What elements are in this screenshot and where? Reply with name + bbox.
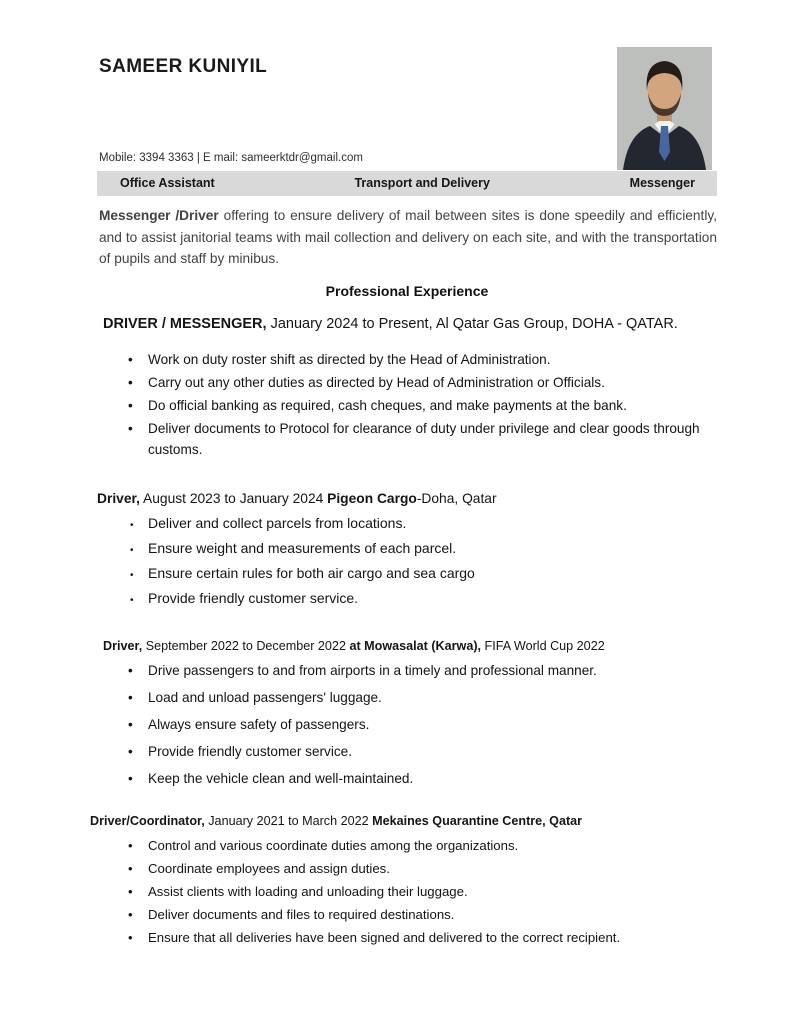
bullet-item: • Carry out any other duties as directed by Head of Administration or Officials.	[127, 372, 717, 393]
bullet-item: • Control and various coordinate duties among the organizations.	[127, 836, 717, 856]
skill-office-assistant: Office Assistant	[120, 176, 215, 190]
job-dates: September 2022 to December 2022	[142, 638, 350, 653]
job-entry-mekaines-quarantine-centre	[90, 813, 717, 948]
bullet-item: • Keep the vehicle clean and well-maintained.	[127, 769, 717, 789]
bullet-item: • Coordinate employees and assign duties.	[127, 859, 717, 879]
bullet-item: • Do official banking as required, cash cheques, and make payments at the bank.	[127, 395, 717, 416]
job-event: FIFA World Cup 2022	[481, 638, 605, 653]
job-heading	[97, 491, 717, 506]
job-company: at Mowasalat (Karwa),	[349, 638, 482, 653]
bullet-item: • Load and unload passengers' luggage.	[127, 688, 717, 708]
summary-lead: Messenger /Driver	[99, 208, 219, 223]
bullet-item: • Deliver and collect parcels from locations.	[127, 513, 717, 534]
skill-transport-and-delivery: Transport and Delivery	[354, 176, 490, 190]
skills-bar	[97, 171, 717, 196]
job-title: Driver,	[97, 490, 140, 506]
bullet-item: • Ensure weight and measurements of each parcel.	[127, 538, 717, 559]
portrait-illustration	[617, 47, 712, 170]
job-bullet-list	[97, 661, 717, 789]
bullet-item: • Provide friendly customer service.	[127, 588, 717, 609]
job-entry-pigeon-cargo	[97, 491, 717, 609]
job-heading	[97, 316, 717, 332]
bullet-item: • Deliver documents and files to required destinations.	[127, 905, 717, 925]
job-bullet-list	[97, 836, 717, 948]
job-title: Driver,	[103, 638, 143, 653]
contact-line: Mobile: 3394 3363 | E mail: sameerktdr@gmail.com	[99, 152, 363, 164]
bullet-item: • Work on duty roster shift as directed by the Head of Administration.	[127, 349, 717, 370]
job-dates: January 2021 to March 2022	[204, 813, 373, 828]
bullet-item: • Ensure that all deliveries have been signed and delivered to the correct recipient.	[127, 928, 717, 948]
summary-rest: offering to ensure delivery of mail between sites is done speedily and efficiently, and to assist janitorial teams with mail collection and delivery on each site, and with the transportation of pupils and staff by minibus.	[99, 208, 717, 266]
job-location: -Doha, Qatar	[416, 490, 497, 506]
job-dates: August 2023 to January 2024	[139, 490, 328, 506]
job-bullet-list	[97, 349, 717, 460]
job-title: DRIVER / MESSENGER,	[103, 315, 267, 332]
bullet-item: • Ensure certain rules for both air cargo and sea cargo	[127, 563, 717, 584]
job-company: Mekaines Quarantine Centre, Qatar	[372, 813, 583, 828]
skill-messenger: Messenger	[629, 176, 695, 190]
job-title: Driver/Coordinator,	[90, 813, 205, 828]
bullet-item: • Drive passengers to and from airports in a timely and professional manner.	[127, 661, 717, 681]
candidate-name: SAMEER KUNIYIL	[99, 56, 268, 77]
job-heading	[97, 639, 717, 653]
job-company: Pigeon Cargo	[327, 490, 417, 506]
section-title: Professional Experience	[325, 282, 489, 299]
job-details: January 2024 to Present, Al Qatar Gas Group, DOHA - QATAR.	[266, 315, 678, 332]
portrait-photo	[617, 47, 712, 170]
summary-paragraph	[99, 205, 717, 270]
bullet-item: • Always ensure safety of passengers.	[127, 715, 717, 735]
bullet-item: • Provide friendly customer service.	[127, 742, 717, 762]
job-entry-mowasalat-karwa	[97, 639, 717, 789]
job-bullet-list	[97, 513, 717, 609]
bullet-item: • Deliver documents to Protocol for clearance of duty under privilege and clear goods through customs.	[127, 418, 717, 460]
bullet-item: • Assist clients with loading and unloading their luggage.	[127, 882, 717, 902]
job-entry-driver-messenger	[97, 316, 717, 460]
job-heading	[90, 814, 717, 828]
